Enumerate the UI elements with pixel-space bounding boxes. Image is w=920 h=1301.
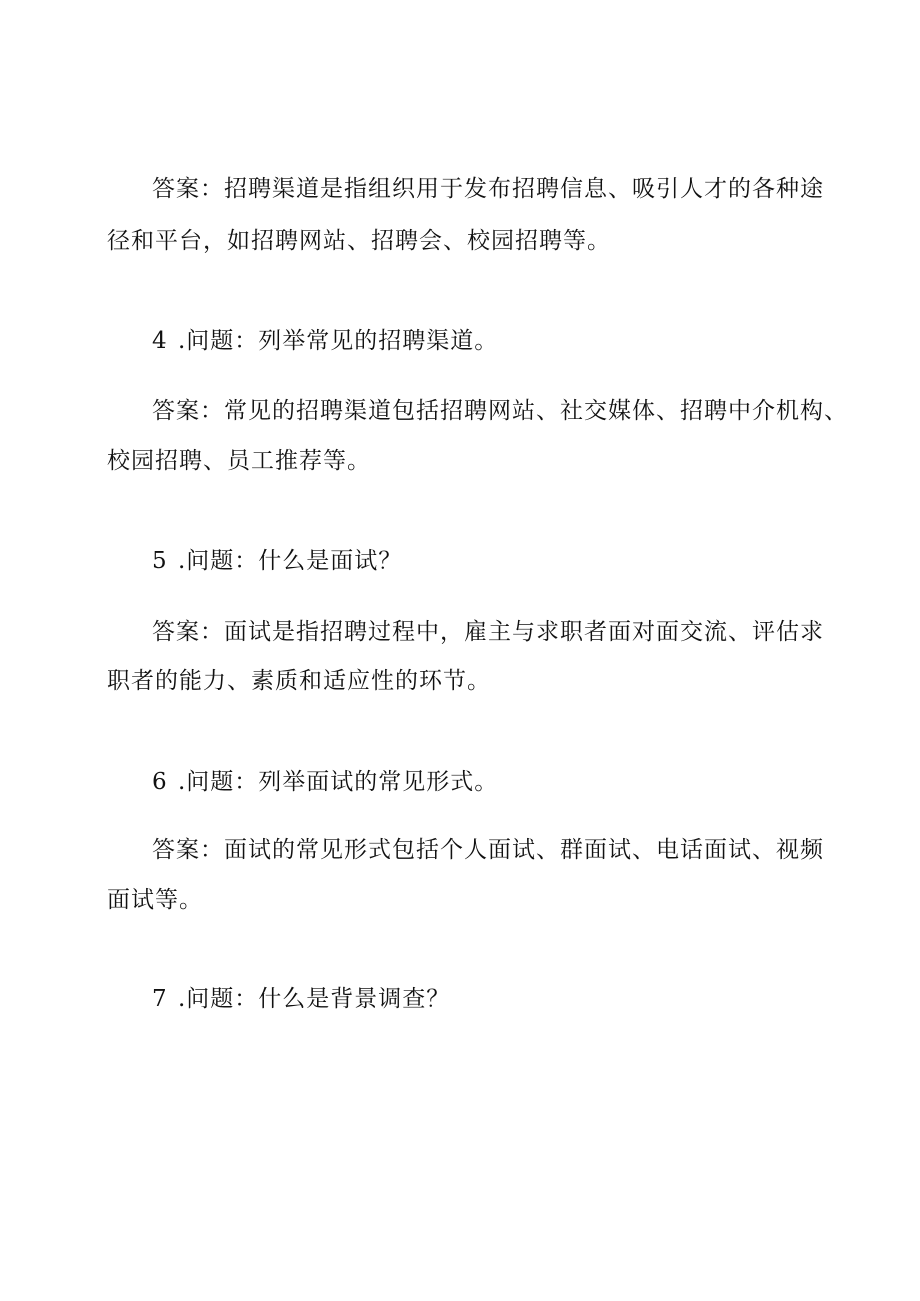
answer-5-line-2: 职者的能力、素质和适应性的环节。 [107,668,491,694]
answer-3-line-1: 答案：招聘渠道是指组织用于发布招聘信息、吸引人才的各种途 [152,176,824,202]
answer-6-line-1: 答案：面试的常见形式包括个人面试、群面试、电话面试、视频 [152,837,824,863]
question-6-text: .问题：列举面试的常见形式。 [178,769,499,795]
question-5-number: 5 [152,548,168,574]
question-4-number: 4 [152,328,168,354]
answer-5-line-1: 答案：面试是指招聘过程中，雇主与求职者面对面交流、评估求 [152,619,824,645]
question-5 [152,546,402,576]
question-5-text: .问题：什么是面试？ [178,548,403,574]
answer-4-line-2: 校园招聘、员工推荐等。 [107,448,371,474]
answer-3-line-2: 径和平台，如招聘网站、招聘会、校园招聘等。 [107,228,611,254]
answer-6-line-2: 面试等。 [107,887,203,913]
question-4 [152,326,498,356]
question-7 [152,984,450,1014]
question-7-number: 7 [152,986,168,1012]
question-6-number: 6 [152,769,168,795]
question-7-text: .问题：什么是背景调查？ [178,986,451,1012]
question-6 [152,767,498,797]
question-4-text: .问题：列举常见的招聘渠道。 [178,328,499,354]
answer-4-line-1: 答案：常见的招聘渠道包括招聘网站、社交媒体、招聘中介机构、 [152,398,848,424]
